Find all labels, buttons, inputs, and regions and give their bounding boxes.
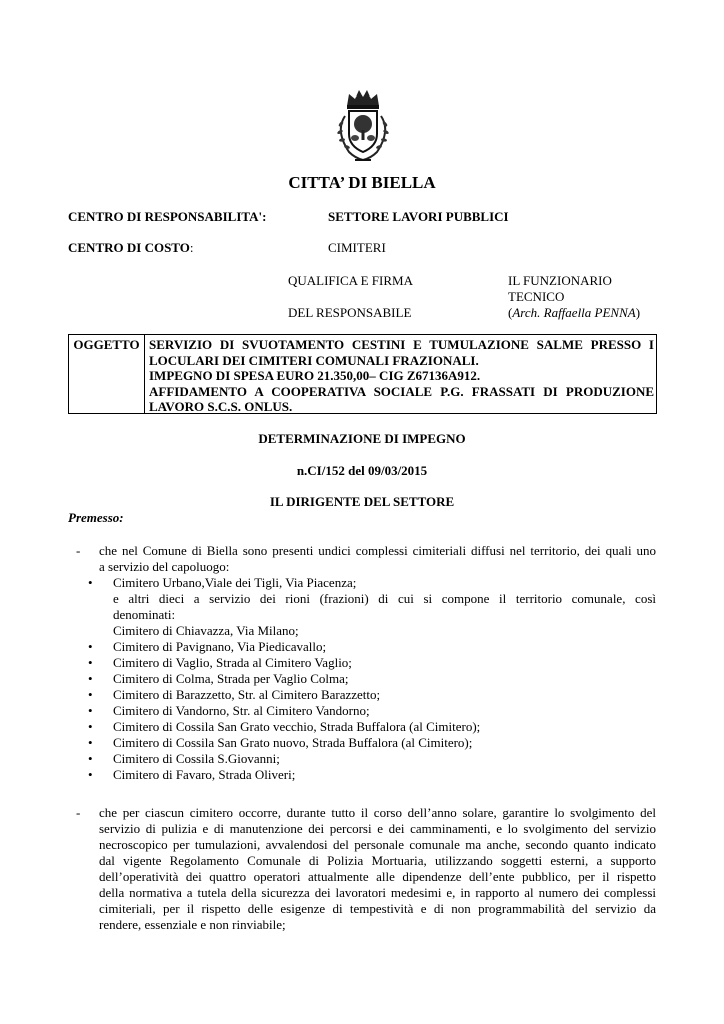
qualifica-line-2: DEL RESPONSABILE (288, 305, 412, 320)
paragraph-line: a servizio del capoluogo: (99, 559, 230, 574)
list-subtext (88, 591, 656, 639)
list-item-text: Cimitero di Vandorno, Str. al Cimitero Vandorno; (113, 703, 370, 718)
paragraph-line: rendere, essenziale e non rinviabile; (99, 917, 286, 932)
dirigente-heading: IL DIRIGENTE DEL SETTORE (269, 494, 455, 509)
bullet-marker: • (88, 767, 93, 782)
oggetto-box (68, 334, 657, 414)
subtext-line: Cimitero di Chiavazza, Via Milano; (113, 623, 299, 638)
paragraph-line: dell’operatività dei quattro operatori attualmente alle dipendenze dell’ente pubblico, per il rispetto (99, 869, 656, 884)
qualifica-line-1: QUALIFICA E FIRMA (288, 273, 413, 288)
bullet-marker: • (88, 703, 93, 718)
bullet-marker: • (88, 719, 93, 734)
oggetto-line: LAVORO S.C.S. ONLUS. (149, 399, 293, 415)
paragraph-1 (99, 543, 656, 575)
dash-marker: - (76, 543, 81, 558)
costo-label-row (68, 240, 193, 255)
paragraph-line: cimiteriali, per il rispetto delle esigenze di tempestività e di non programmabilità del servizio da (99, 901, 656, 916)
paragraph-line: che per ciascun cimitero occorre, durante tutto il corso dell’anno solare, garantire lo svolgimento del (99, 805, 656, 820)
paragraph-line: della normativa a tutela della sicurezza dei lavoratori medesimi e, in rapporto al numero dei complessi (99, 885, 656, 900)
resp-label: CENTRO DI RESPONSABILITA': (68, 209, 267, 224)
bullet-marker: • (88, 575, 93, 590)
costo-label: CENTRO DI COSTO (68, 240, 190, 255)
list-item (88, 719, 658, 735)
paragraph-line: servizio di pulizia e di manutenzione dei percorsi e dei camminamenti, e lo svolgimento del servizio (99, 821, 656, 836)
city-title: CITTA’ DI BIELLA (288, 173, 436, 192)
funzionario-line-2: TECNICO (508, 289, 565, 304)
list-item-text: Cimitero di Favaro, Strada Oliveri; (113, 767, 296, 782)
doc-number: n.CI/152 del 09/03/2015 (296, 463, 428, 478)
paragraph-line: necroscopico per tumulazioni, avvalendosi del personale comunale ma anche, secondo quanto indicato (99, 837, 656, 852)
cemetery-list (88, 575, 658, 783)
bullet-marker: • (88, 735, 93, 750)
list-item (88, 767, 658, 783)
list-item (88, 575, 658, 591)
resp-value: SETTORE LAVORI PUBBLICI (328, 209, 509, 224)
paragraph-line: dal vigente Regolamento Comunale di Polizia Mortuaria, utilizzando soggetti esterni, a supporto (99, 853, 656, 868)
list-item-text: Cimitero di Barazzetto, Str. al Cimitero Barazzetto; (113, 687, 381, 702)
funzionario-name: Arch. Raffaella PENNA (512, 305, 636, 320)
subtext-line: e altri dieci a servizio dei rioni (frazioni) di cui si compone il territorio comunale, così (113, 591, 656, 606)
list-item (88, 655, 658, 671)
oggetto-text (149, 337, 654, 415)
funzionario-signature (508, 305, 640, 320)
paragraph-line: che nel Comune di Biella sono presenti undici complessi cimiteriali diffusi nel territorio, dei quali uno (99, 543, 656, 558)
list-item (88, 671, 658, 687)
list-item (88, 703, 658, 719)
list-item-text: Cimitero di Vaglio, Strada al Cimitero Vaglio; (113, 655, 352, 670)
list-item-text: Cimitero di Colma, Strada per Vaglio Colma; (113, 671, 349, 686)
list-item (88, 735, 658, 751)
oggetto-label: OGGETTO (69, 335, 145, 413)
dash-marker: - (76, 805, 81, 820)
bullet-marker: • (88, 639, 93, 654)
paren-close: ) (635, 305, 641, 320)
paren-open: ( (508, 305, 513, 320)
doc-title: DETERMINAZIONE DI IMPEGNO (258, 431, 466, 446)
list-item-text: Cimitero Urbano,Viale dei Tigli, Via Piacenza; (113, 575, 357, 590)
coat-of-arms-emblem (325, 86, 401, 166)
bullet-marker: • (88, 687, 93, 702)
bullet-marker: • (88, 751, 93, 766)
bullet-marker: • (88, 671, 93, 686)
paragraph-2 (99, 805, 656, 933)
list-item (88, 687, 658, 703)
subtext-line: denominati: (113, 607, 176, 622)
list-item (88, 751, 658, 767)
costo-value: CIMITERI (328, 240, 386, 255)
oggetto-line: LOCULARI DEI CIMITERI COMUNALI FRAZIONALI. (149, 352, 479, 368)
list-item-text: Cimitero di Cossila San Grato vecchio, Strada Buffalora (al Cimitero); (113, 719, 481, 734)
bullet-marker: • (88, 655, 93, 670)
list-item-text: Cimitero di Cossila S.Giovanni; (113, 751, 280, 766)
list-item-text: Cimitero di Pavignano, Via Piedicavallo; (113, 639, 327, 654)
oggetto-line: IMPEGNO DI SPESA EURO 21.350,00– CIG Z67136A912. (149, 368, 481, 384)
costo-colon: : (189, 240, 194, 255)
list-item (88, 639, 658, 655)
funzionario-line-1: IL FUNZIONARIO (508, 273, 612, 288)
oggetto-line: AFFIDAMENTO A COOPERATIVA SOCIALE P.G. FRASSATI DI PRODUZIONE (149, 383, 654, 399)
list-item-text: Cimitero di Cossila San Grato nuovo, Strada Buffalora (al Cimitero); (113, 735, 473, 750)
premesso-label: Premesso: (68, 510, 124, 525)
oggetto-line: SERVIZIO DI SVUOTAMENTO CESTINI E TUMULAZIONE SALME PRESSO I (149, 337, 654, 352)
